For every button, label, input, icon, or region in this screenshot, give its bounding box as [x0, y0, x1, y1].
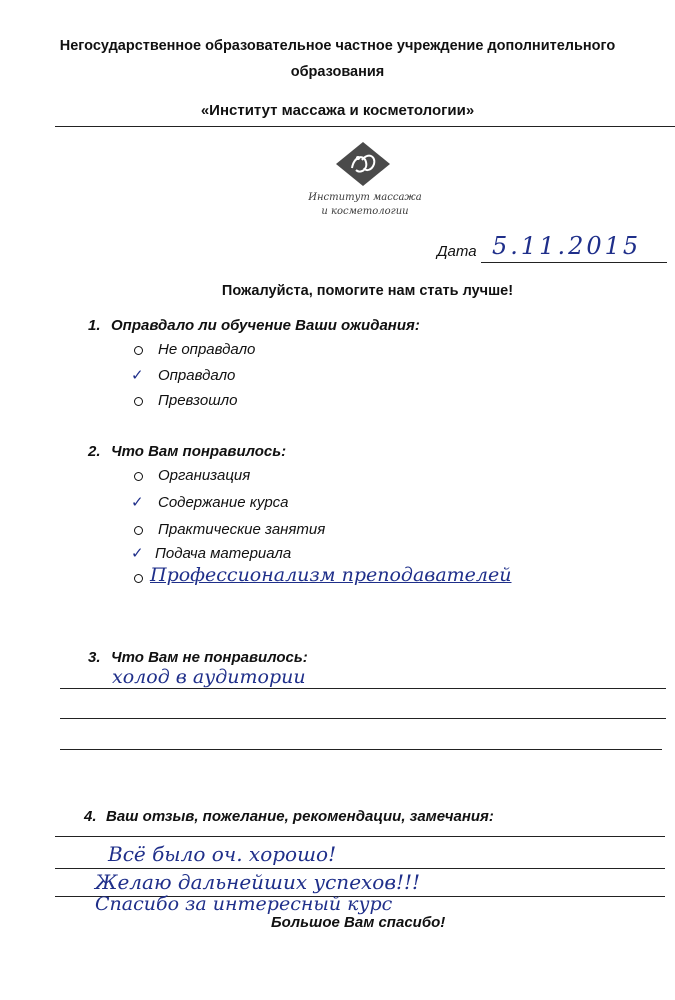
date-underline	[481, 262, 667, 263]
q3-line1	[60, 688, 666, 689]
q1-text: Оправдало ли обучение Ваши ожидания:	[111, 317, 420, 334]
q4-text: Ваш отзыв, пожелание, рекомендации, замечания:	[106, 808, 494, 825]
header-line1: Негосударственное образовательное частное учреждение дополнительного	[59, 38, 616, 54]
q3-answer: холод в аудитории	[112, 666, 306, 688]
header-line2: образования	[290, 64, 385, 80]
q1-option2-check-icon[interactable]: ✓	[131, 366, 144, 384]
logo-caption-line2: и косметологии	[321, 206, 409, 217]
q1-option3-radio[interactable]	[134, 397, 143, 406]
q4-line1	[55, 836, 665, 837]
q2-option3-label: Практические занятия	[158, 521, 326, 538]
q2-option1-label: Организация	[158, 467, 251, 484]
q1-number: 1.	[88, 317, 101, 334]
q1-option1-radio[interactable]	[134, 346, 143, 355]
q4-number: 4.	[84, 808, 97, 825]
header-divider	[55, 126, 675, 127]
date-value: 5.11.2015	[492, 232, 642, 260]
q3-line2	[60, 718, 666, 719]
q3-text: Что Вам не понравилось:	[111, 649, 308, 666]
q2-option4-check-icon[interactable]: ✓	[131, 544, 144, 562]
q1-option1-label: Не оправдало	[158, 341, 256, 358]
q2-option1-checkbox[interactable]	[134, 472, 143, 481]
q3-number: 3.	[88, 649, 101, 666]
q4-line2	[55, 868, 665, 869]
closing-text: Большое Вам спасибо!	[271, 914, 446, 931]
institute-name: «Институт массажа и косметологии»	[200, 102, 475, 119]
logo-caption-line1: Институт массажа	[308, 192, 422, 203]
q2-option3-checkbox[interactable]	[134, 526, 143, 535]
date-label: Дата	[437, 243, 477, 260]
q1-option2-label: Оправдало	[158, 367, 236, 384]
q1-option3-label: Превзошло	[158, 392, 238, 409]
q2-number: 2.	[88, 443, 101, 460]
q4-answer-line1: Всё было оч. хорошо!	[108, 842, 337, 866]
q4-answer-line2: Желаю дальнейших успехов!!!	[95, 870, 421, 894]
q2-handwritten-option: Профессионализм преподавателей	[150, 564, 512, 586]
q4-answer-line3: Спасибо за интересный курс	[95, 893, 393, 915]
intro-text: Пожалуйста, помогите нам стать лучше!	[221, 283, 514, 299]
institute-logo	[332, 140, 394, 188]
q2-text: Что Вам понравилось:	[111, 443, 287, 460]
logo-emblem-icon	[332, 140, 394, 188]
q2-option2-label: Содержание курса	[158, 494, 289, 511]
q2-option2-check-icon[interactable]: ✓	[131, 493, 144, 511]
q2-option5-checkbox[interactable]	[134, 574, 143, 583]
q3-line3	[60, 749, 662, 750]
q2-option4-label: Подача материала	[155, 545, 292, 562]
